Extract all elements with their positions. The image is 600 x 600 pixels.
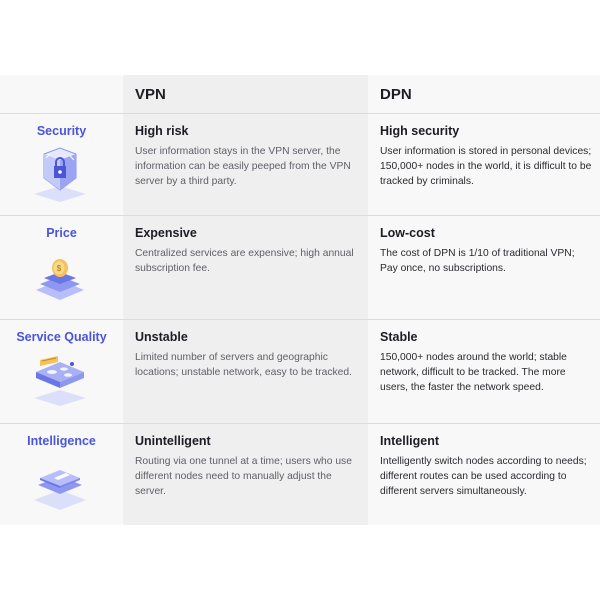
feature-label-security: Security <box>36 124 87 138</box>
vpn-intelligence-title: Unintelligent <box>135 434 211 448</box>
svg-text:$: $ <box>56 264 62 273</box>
dpn-intelligence-desc: Intelligently switch nodes according to needs; different routes can be used according to different servers simultaneously. <box>380 456 587 497</box>
dpn-security-desc: User information is stored in personal devices; 150,000+ nodes in the world, it is difficult to be tracked by criminals. <box>380 146 592 187</box>
chip-icon <box>30 454 90 514</box>
vpn-service-quality-title: Unstable <box>135 330 188 344</box>
vpn-intelligence-desc: Routing via one tunnel at a time; users who use different nodes need to manually adjust the server. <box>135 456 352 497</box>
feature-label-service-quality: Service Quality <box>16 330 107 344</box>
header-dpn-cell <box>368 75 600 113</box>
dpn-service-quality-title: Stable <box>380 330 418 344</box>
dpn-price-desc: The cost of DPN is 1/10 of traditional VPN; Pay once, no subscriptions. <box>380 248 575 274</box>
vpn-security-title: High risk <box>135 124 189 138</box>
world-map-icon <box>30 350 90 410</box>
dpn-intelligence-title: Intelligent <box>380 434 440 448</box>
row-service-quality-label-cell <box>0 319 123 423</box>
row-intelligence-dpn-cell <box>368 423 600 525</box>
dpn-service-quality-desc: 150,000+ nodes around the world; stable network, difficult to be tracked. The more users, the faster the network speed. <box>380 352 567 393</box>
feature-label-intelligence: Intelligence <box>27 434 96 448</box>
feature-label-price: Price <box>46 226 77 240</box>
coin-icon <box>30 246 90 306</box>
row-security-dpn-cell <box>368 113 600 215</box>
vpn-price-title: Expensive <box>135 226 197 240</box>
header-empty-cell <box>0 75 123 113</box>
row-service-quality-dpn-cell <box>368 319 600 423</box>
header-vpn: VPN <box>135 86 166 103</box>
header-vpn-cell <box>123 75 368 113</box>
row-price-vpn-cell <box>123 215 368 319</box>
vpn-security-desc: User information stays in the VPN server, the information can be easily peeped from the VPN server by a third party. <box>135 146 351 187</box>
row-price-label-cell <box>0 215 123 319</box>
comparison-table <box>0 75 600 525</box>
dpn-security-title: High security <box>380 124 460 138</box>
row-intelligence-vpn-cell <box>123 423 368 525</box>
header-dpn: DPN <box>380 86 412 103</box>
dpn-price-title: Low-cost <box>380 226 435 240</box>
row-security-vpn-cell <box>123 113 368 215</box>
vpn-service-quality-desc: Limited number of servers and geographic locations; unstable network, easy to be tracked. <box>135 352 352 378</box>
row-security-label-cell <box>0 113 123 215</box>
row-service-quality-vpn-cell <box>123 319 368 423</box>
row-price-dpn-cell <box>368 215 600 319</box>
vpn-price-desc: Centralized services are expensive; high annual subscription fee. <box>135 248 354 274</box>
shield-lock-icon <box>30 144 90 204</box>
row-intelligence-label-cell <box>0 423 123 525</box>
